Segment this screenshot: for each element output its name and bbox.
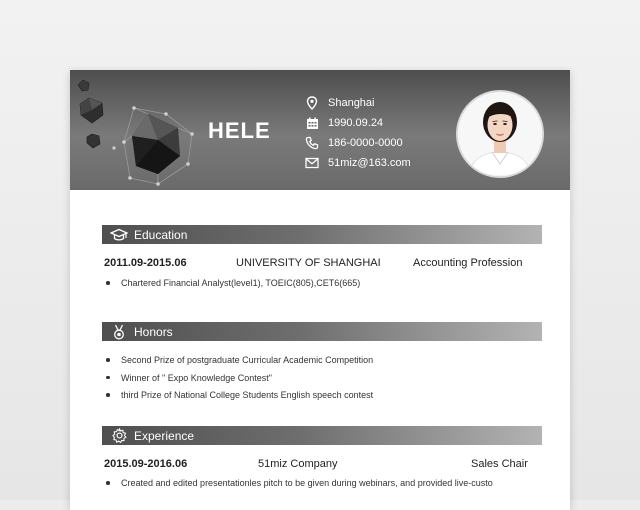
education-entry bbox=[104, 257, 532, 273]
contact-birthdate bbox=[304, 113, 411, 133]
decorative-gems-icon bbox=[70, 70, 210, 190]
contact-location-text: Shanghai bbox=[328, 97, 375, 109]
education-school: UNIVERSITY OF SHANGHAI bbox=[236, 257, 381, 269]
contact-phone bbox=[304, 133, 411, 153]
contact-list bbox=[304, 93, 411, 173]
section-title-education: Education bbox=[134, 227, 188, 242]
honors-bullets bbox=[104, 353, 544, 406]
experience-bullets bbox=[104, 476, 544, 494]
phone-icon bbox=[304, 135, 320, 151]
experience-date: 2015.09-2016.06 bbox=[104, 458, 188, 470]
medal-icon bbox=[110, 324, 128, 340]
calendar-icon bbox=[304, 115, 320, 131]
contact-email-text: 51miz@163.com bbox=[328, 157, 411, 169]
contact-email bbox=[304, 153, 411, 173]
contact-phone-text: 186-0000-0000 bbox=[328, 137, 403, 149]
section-bar-experience bbox=[102, 426, 542, 445]
graduation-cap-icon bbox=[110, 227, 128, 243]
education-major: Accounting Profession bbox=[413, 257, 523, 269]
avatar bbox=[456, 90, 544, 178]
mail-icon bbox=[304, 155, 320, 171]
contact-birthdate-text: 1990.09.24 bbox=[328, 117, 384, 129]
section-bar-honors bbox=[102, 322, 542, 341]
resume-page bbox=[70, 70, 570, 510]
location-pin-icon bbox=[304, 95, 320, 111]
list-item: third Prize of National College Students English speech contest bbox=[104, 388, 544, 406]
list-item: Second Prize of postgraduate Curricular Academic Competition bbox=[104, 353, 544, 371]
education-bullets bbox=[104, 276, 544, 294]
section-title-experience: Experience bbox=[134, 428, 195, 443]
gear-icon bbox=[110, 428, 128, 444]
resume-header bbox=[70, 70, 570, 190]
list-item: Chartered Financial Analyst(level1), TOEIC(805),CET6(665) bbox=[104, 276, 544, 294]
experience-entry bbox=[104, 458, 532, 474]
contact-location bbox=[304, 93, 411, 113]
list-item: Winner of " Expo Knowledge Contest" bbox=[104, 371, 544, 389]
portrait-photo-icon bbox=[458, 92, 542, 176]
experience-company: 51miz Company bbox=[258, 458, 338, 470]
section-title-honors: Honors bbox=[134, 324, 173, 339]
candidate-name: HELE bbox=[208, 118, 271, 143]
list-item: Created and edited presentationles pitch to be given during webinars, and provided live-custo bbox=[104, 476, 544, 494]
section-bar-education bbox=[102, 225, 542, 244]
education-date: 2011.09-2015.06 bbox=[104, 257, 187, 269]
experience-role: Sales Chair bbox=[471, 458, 528, 470]
